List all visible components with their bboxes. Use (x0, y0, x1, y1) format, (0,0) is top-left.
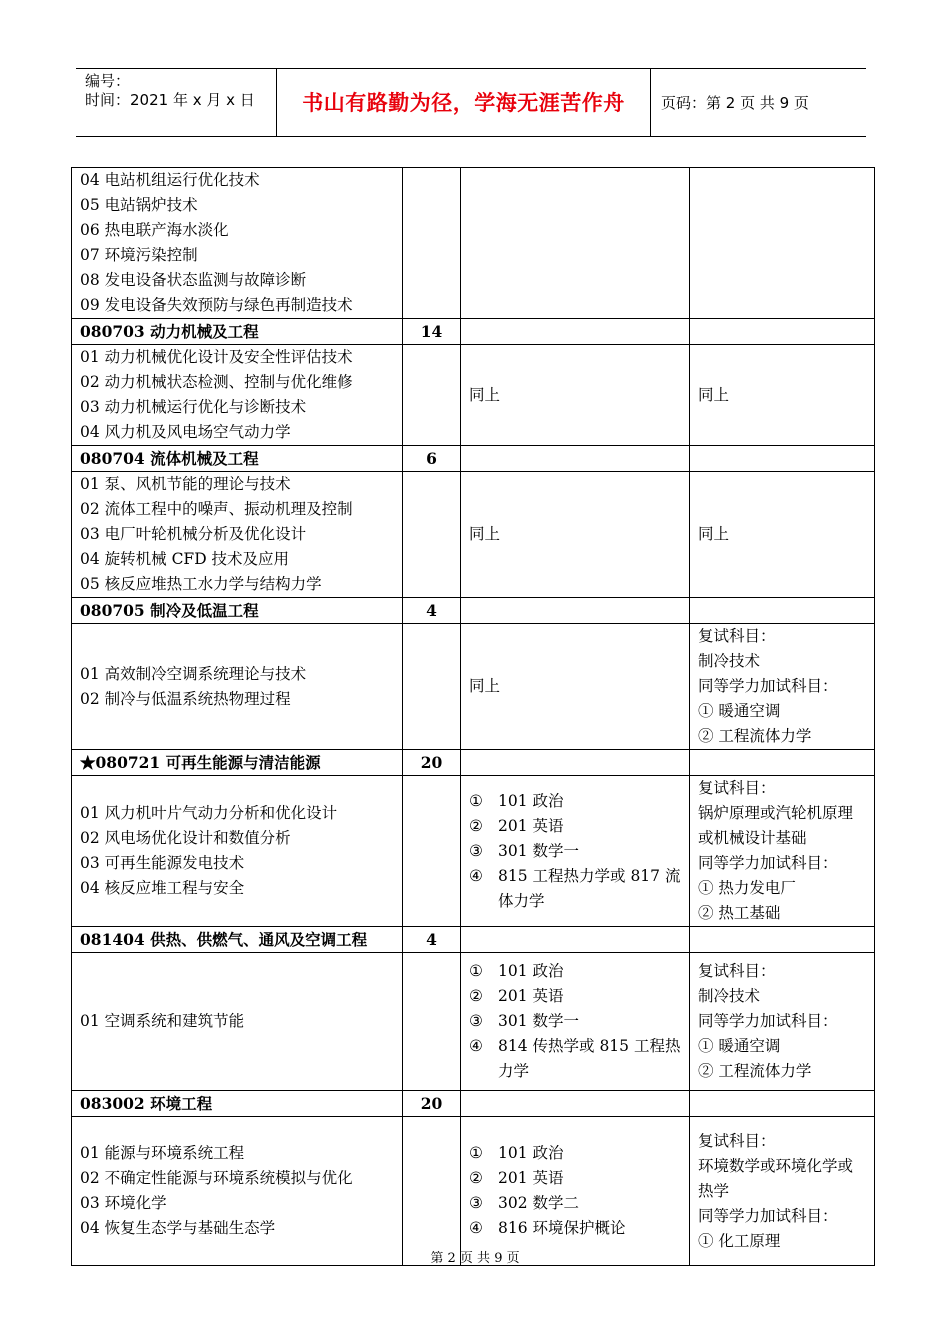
header-meta-cell (76, 69, 277, 136)
direction-item: 01 风力机叶片气动力分析和优化设计 (80, 804, 338, 822)
direction-item: 07 环境污染控制 (80, 246, 198, 264)
empty-cell (403, 345, 461, 446)
exam-subjects-cell (461, 472, 690, 598)
quota-cell: 6 (403, 446, 461, 472)
exam-subject-text: 301 数学一 (498, 1012, 580, 1030)
directions-row (72, 953, 875, 1091)
exam-subject-text: 815 工程热力学或 817 流体力学 (498, 866, 681, 910)
direction-item: 02 不确定性能源与环境系统模拟与优化 (80, 1169, 353, 1187)
empty-cell (690, 750, 875, 776)
exam-subjects-cell (461, 953, 690, 1091)
major-row (72, 319, 875, 345)
quota-cell: 20 (403, 1091, 461, 1117)
exam-subject-text: 301 数学一 (498, 841, 580, 860)
admissions-table (71, 167, 875, 1266)
retest-note-line: 同等学力加试科目： (698, 1206, 838, 1225)
circled-number: ① (469, 791, 483, 810)
exam-subject-text: 816 环境保护概论 (498, 1219, 626, 1237)
direction-item: 02 制冷与低温系统热物理过程 (80, 689, 291, 708)
serial-label: 编号： (85, 72, 131, 90)
directions-cell (72, 1117, 403, 1266)
direction-item: 03 可再生能源发电技术 (80, 854, 245, 872)
quota-cell: 20 (403, 750, 461, 776)
major-name-cell: ★080721 可再生能源与清洁能源 (72, 750, 403, 776)
directions-cell (72, 168, 403, 319)
major-name-cell: 080705 制冷及低温工程 (72, 598, 403, 624)
retest-subjects-cell (690, 953, 875, 1091)
directions-row (72, 1117, 875, 1266)
major-name-cell: 081404 供热、供燃气、通风及空调工程 (72, 927, 403, 953)
circled-number: ④ (469, 1219, 483, 1237)
direction-item: 01 能源与环境系统工程 (80, 1144, 245, 1162)
circled-number: ① (469, 962, 483, 980)
exam-subjects-cell (461, 1117, 690, 1266)
retest-note-line: 复试科目： (698, 1131, 776, 1150)
header-page-cell (651, 69, 866, 136)
exam-subject-item (469, 839, 681, 864)
exam-subject-text: 101 政治 (498, 1144, 564, 1162)
retest-note-line: 同上 (698, 525, 730, 543)
same-as-above-text: 同上 (469, 677, 501, 695)
directions-cell (72, 624, 403, 750)
motto: 书山有路勤为径，学海无涯苦作舟 (302, 91, 625, 115)
retest-subjects-cell (690, 472, 875, 598)
retest-note-line: 制冷技术 (698, 652, 761, 670)
direction-item: 03 环境化学 (80, 1194, 167, 1212)
major-name-cell: 080703 动力机械及工程 (72, 319, 403, 345)
directions-row (72, 345, 875, 446)
empty-cell (690, 319, 875, 345)
empty-cell (461, 927, 690, 953)
major-name-cell: 080704 流体机械及工程 (72, 446, 403, 472)
empty-cell (461, 446, 690, 472)
empty-cell (461, 1091, 690, 1117)
directions-row (72, 168, 875, 319)
retest-note-line: ② 热工基础 (698, 904, 781, 922)
direction-item: 03 动力机械运行优化与诊断技术 (80, 398, 307, 416)
same-as-above-text: 同上 (469, 525, 501, 543)
circled-number: ③ (469, 1012, 483, 1030)
major-row (72, 1091, 875, 1117)
direction-item: 06 热电联产海水淡化 (80, 221, 229, 239)
exam-subject-item (469, 814, 681, 839)
direction-item: 08 发电设备状态监测与故障诊断 (80, 271, 307, 289)
direction-item: 01 泵、风机节能的理论与技术 (80, 475, 291, 493)
directions-cell (72, 472, 403, 598)
circled-number: ③ (469, 1194, 483, 1212)
quota-cell: 14 (403, 319, 461, 345)
directions-cell (72, 345, 403, 446)
direction-item: 04 电站机组运行优化技术 (80, 171, 260, 189)
retest-note-line: 环境数学或环境化学或热学 (698, 1156, 854, 1200)
exam-subject-item (469, 1034, 681, 1084)
exam-subject-text: 814 传热学或 815 工程热力学 (498, 1037, 681, 1080)
retest-subjects-cell (690, 168, 875, 319)
exam-subject-item (469, 1216, 681, 1241)
direction-item: 01 空调系统和建筑节能 (80, 1012, 245, 1030)
direction-item: 04 风力机及风电场空气动力学 (80, 423, 291, 441)
exam-subject-text: 201 英语 (498, 816, 564, 835)
exam-subject-item (469, 959, 681, 984)
exam-subject-text: 201 英语 (498, 1169, 564, 1187)
table-body (72, 168, 875, 1266)
direction-item: 04 核反应堆工程与安全 (80, 879, 245, 897)
exam-subject-text: 201 英语 (498, 987, 564, 1005)
circled-number: ③ (469, 841, 483, 860)
circled-number: ② (469, 1169, 483, 1187)
retest-note-line: ① 热力发电厂 (698, 879, 796, 897)
empty-cell (690, 446, 875, 472)
circled-number: ④ (469, 1037, 483, 1055)
retest-subjects-cell (690, 1117, 875, 1266)
circled-number: ② (469, 816, 483, 835)
major-row (72, 750, 875, 776)
direction-item: 01 高效制冷空调系统理论与技术 (80, 664, 307, 683)
exam-subject-text: 101 政治 (498, 962, 564, 980)
page-header (76, 68, 866, 137)
page-number-label: 页码：第 2 页 共 9 页 (661, 94, 809, 112)
directions-cell (72, 776, 403, 927)
empty-cell (403, 1117, 461, 1266)
major-row (72, 927, 875, 953)
empty-cell (690, 927, 875, 953)
direction-item: 04 旋转机械 CFD 技术及应用 (80, 550, 290, 568)
exam-subjects-cell (461, 624, 690, 750)
retest-subjects-cell (690, 624, 875, 750)
exam-subject-item (469, 1191, 681, 1216)
direction-item: 03 电厂叶轮机械分析及优化设计 (80, 525, 307, 543)
circled-number: ① (469, 1144, 483, 1162)
direction-item: 05 核反应堆热工水力学与结构力学 (80, 575, 322, 593)
retest-note-line: ① 化工原理 (698, 1231, 781, 1250)
empty-cell (690, 598, 875, 624)
exam-subject-item (469, 789, 681, 814)
page-footer: 第 2 页 共 9 页 (430, 1251, 520, 1266)
empty-cell (403, 168, 461, 319)
quota-cell: 4 (403, 598, 461, 624)
direction-item: 09 发电设备失效预防与绿色再制造技术 (80, 296, 353, 314)
exam-subject-item (469, 1009, 681, 1034)
major-row (72, 446, 875, 472)
circled-number: ④ (469, 866, 483, 885)
header-motto-cell (277, 69, 651, 136)
exam-subject-item (469, 984, 681, 1009)
retest-note-line: ① 暖通空调 (698, 1037, 781, 1055)
retest-note-line: 复试科目： (698, 627, 776, 645)
exam-subject-item (469, 1166, 681, 1191)
same-as-above-text: 同上 (469, 385, 501, 404)
direction-item: 04 恢复生态学与基础生态学 (80, 1219, 276, 1237)
retest-subjects-cell (690, 345, 875, 446)
directions-row (72, 624, 875, 750)
empty-cell (461, 598, 690, 624)
exam-subjects-cell (461, 168, 690, 319)
retest-note-line: 复试科目： (698, 779, 776, 797)
retest-note-line: 同上 (698, 385, 730, 404)
directions-cell (72, 953, 403, 1091)
empty-cell (461, 319, 690, 345)
retest-note-line: 同等学力加试科目： (698, 677, 838, 695)
exam-subjects-cell (461, 776, 690, 927)
retest-note-line: 同等学力加试科目： (698, 1012, 838, 1030)
empty-cell (403, 953, 461, 1091)
retest-note-line: ② 工程流体力学 (698, 1062, 812, 1080)
quota-cell: 4 (403, 927, 461, 953)
date-label: 时间：2021 年 x 月 x 日 (85, 91, 255, 109)
retest-note-line: ② 工程流体力学 (698, 727, 812, 745)
directions-row (72, 472, 875, 598)
direction-item: 02 风电场优化设计和数值分析 (80, 829, 291, 847)
retest-note-line: 同等学力加试科目： (698, 854, 838, 872)
empty-cell (403, 472, 461, 598)
circled-number: ② (469, 987, 483, 1005)
empty-cell (461, 750, 690, 776)
exam-subject-item (469, 864, 681, 914)
major-name-cell: 083002 环境工程 (72, 1091, 403, 1117)
empty-cell (403, 776, 461, 927)
retest-note-line: 制冷技术 (698, 987, 761, 1005)
direction-item: 05 电站锅炉技术 (80, 196, 198, 214)
direction-item: 02 动力机械状态检测、控制与优化维修 (80, 373, 353, 391)
direction-item: 02 流体工程中的噪声、振动机理及控制 (80, 500, 353, 518)
major-row (72, 598, 875, 624)
exam-subject-item (469, 1141, 681, 1166)
empty-cell (403, 624, 461, 750)
retest-note-line: ① 暖通空调 (698, 702, 781, 720)
retest-note-line: 锅炉原理或汽轮机原理或机械设计基础 (698, 804, 854, 847)
direction-item: 01 动力机械优化设计及安全性评估技术 (80, 348, 353, 366)
directions-row (72, 776, 875, 927)
exam-subjects-cell (461, 345, 690, 446)
empty-cell (690, 1091, 875, 1117)
exam-subject-text: 302 数学二 (498, 1194, 580, 1212)
retest-note-line: 复试科目： (698, 962, 776, 980)
retest-subjects-cell (690, 776, 875, 927)
exam-subject-text: 101 政治 (498, 791, 564, 810)
